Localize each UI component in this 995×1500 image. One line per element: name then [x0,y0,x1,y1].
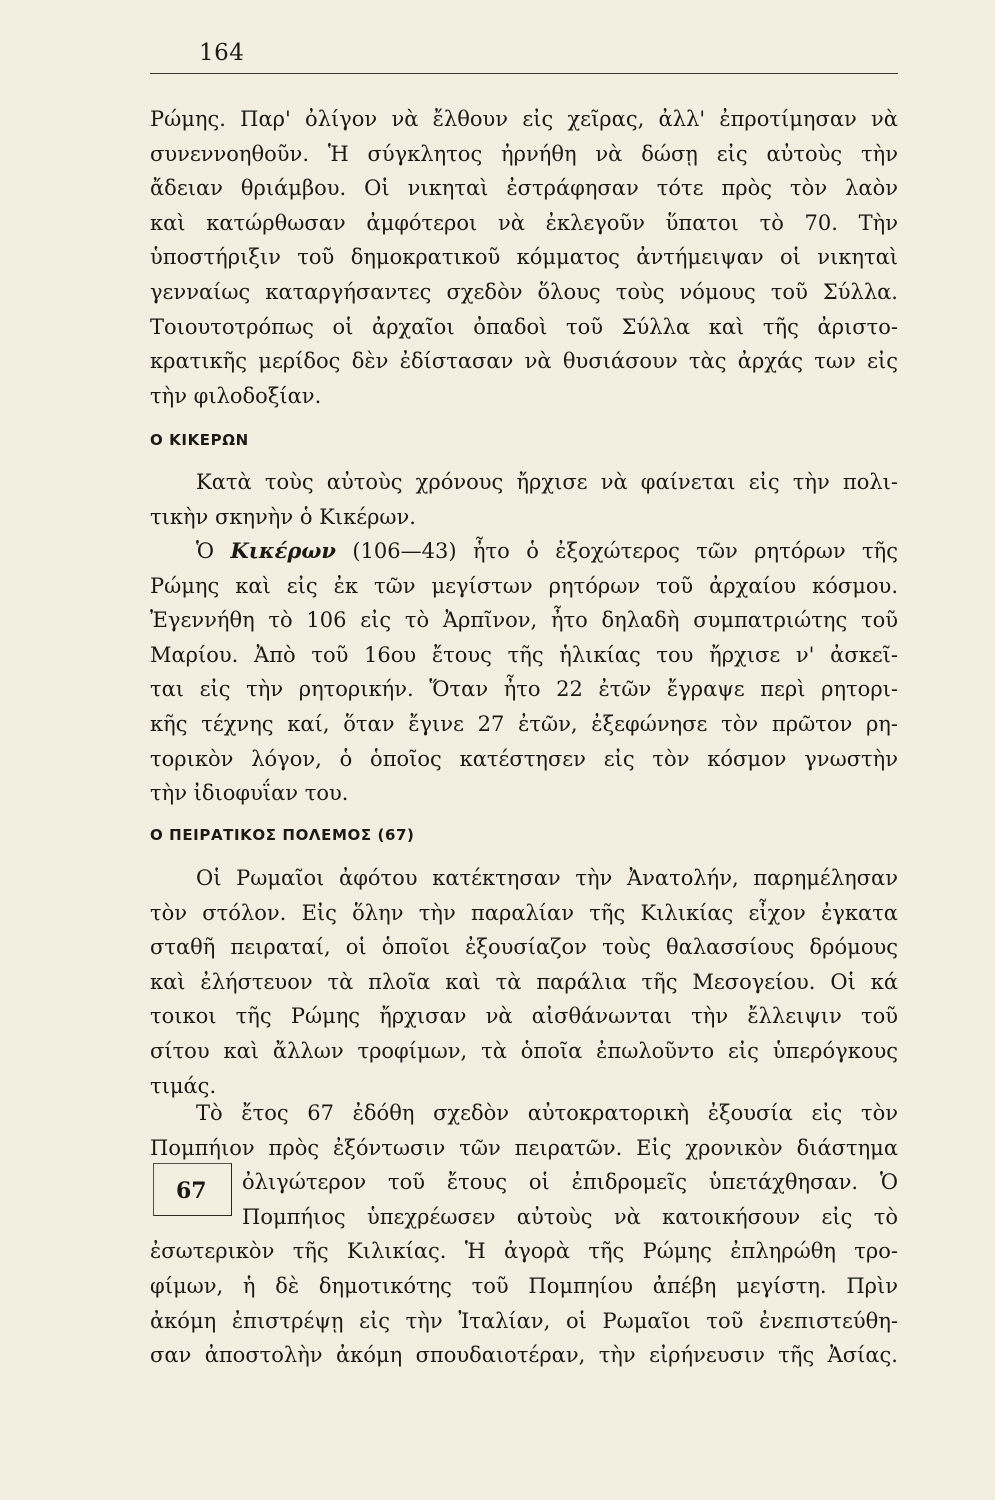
text-line: Ρώμης. Παρ' ὀλίγον νὰ ἔλθουν εἰς χεῖρας, ἀλλ' ἐπροτίμησαν νὰ [150,107,898,131]
text-line: ὑποστήριξιν τοῦ δημοκρατικοῦ κόμματος ἀντήμειψαν οἱ νικηταὶ [150,245,898,270]
text-line-inset: Πομπήιος ὑπεχρέωσεν αὐτοὺς νὰ κατοικήσουν εἰς τὸ [242,1204,898,1229]
header-rule [150,73,898,74]
margin-date-box [153,1163,232,1216]
text-line: συνεννοηθοῦν. Ἡ σύγκλητος ἠρνήθη νὰ δώσῃ εἰς αὐτοὺς τὴν [150,141,898,166]
section-heading-kikeron: Ο ΚΙΚΕΡΩΝ [150,431,249,449]
text-line: Τὸ ἔτος 67 ἐδόθη σχεδὸν αὐτοκρατορικὴ ἐξουσία εἰς τὸν [196,1101,898,1125]
text-line: φίμων, ἡ δὲ δημοτικότης τοῦ Πομπηίου ἀπέβη μεγίστη. Πρὶν [150,1274,898,1298]
text-line: Ἐγεννήθη τὸ 106 εἰς τὸ Ἀρπῖνον, ἦτο δηλαδὴ συμπατριώτης τοῦ [150,608,898,633]
section-heading-pirates: Ο ΠΕΙΡΑΤΙΚΟΣ ΠΟΛΕΜΟΣ (67) [150,826,415,844]
text-line: γενναίως καταργήσαντες σχεδὸν ὅλους τοὺς νόμους τοῦ Σύλλα. [150,280,898,304]
text-line: Τοιουτοτρόπως οἱ ἀρχαῖοι ὀπαδοὶ τοῦ Σύλλα καὶ τῆς ἀριστο- [150,314,898,339]
emphasized-name: Κικέρων [230,538,336,563]
text-line: σαν ἀποστολὴν ἀκόμη σπουδαιοτέραν, τὴν εἰρήνευσιν τῆς Ἀσίας. [150,1343,898,1368]
text-line: σταθῆ πειραταί, οἱ ὁποῖοι ἐξουσίαζον τοὺς θαλασσίους δρόμους [150,935,898,960]
text-line: τικὴν σκηνὴν ὁ Κικέρων. [150,504,416,529]
text-line-first [196,539,898,563]
text-line-inset: ὀλιγώτερον τοῦ ἔτους οἱ ἐπιδρομεῖς ὑπετάχθησαν. Ὁ [242,1170,898,1195]
text-line: Ρώμης καὶ εἰς ἐκ τῶν μεγίστων ρητόρων τοῦ ἀρχαίου κόσμου. [150,573,898,598]
text-segment: (106—43) ἦτο ὁ ἐξοχώτερος τῶν ρητόρων τῆς [335,539,898,563]
text-line: σίτου καὶ ἄλλων τροφίμων, τὰ ὁποῖα ἐπωλοῦντο εἰς ὑπερόγκους [150,1039,898,1063]
text-line: ἐσωτερικὸν τῆς Κιλικίας. Ἡ ἀγορὰ τῆς Ρώμης ἐπληρώθη τρο- [150,1239,898,1264]
text-line: τὴν φιλοδοξίαν. [150,383,322,408]
text-line: ἄδειαν θριάμβου. Οἱ νικηταὶ ἐστράφησαν τότε πρὸς τὸν λαὸν [150,176,898,201]
text-line: καὶ κατώρθωσαν ἀμφότεροι νὰ ἐκλεγοῦν ὕπατοι τὸ 70. Τὴν [150,210,898,235]
text-line: τιμάς. [150,1073,217,1098]
text-line: Μαρίου. Ἀπὸ τοῦ 16ου ἔτους τῆς ἡλικίας του ἤρχισε ν' ἀσκεῖ- [150,642,898,667]
text-line: Οἱ Ρωμαῖοι ἀφότου κατέκτησαν τὴν Ἀνατολήν, παρημέλησαν [196,866,898,890]
text-line: τὸν στόλον. Εἰς ὅλην τὴν παραλίαν τῆς Κιλικίας εἶχον ἐγκατα [150,900,898,925]
text-line: τοικοι τῆς Ρώμης ἤρχισαν νὰ αἰσθάνωνται τὴν ἔλλειψιν τοῦ [150,1004,898,1029]
margin-date-label: 67 [176,1178,207,1204]
page-number: 164 [199,40,245,66]
text-line: κρατικῆς μερίδος δὲν ἐδίστασαν νὰ θυσιάσουν τὰς ἀρχάς των εἰς [150,349,898,374]
text-line: τὴν ἰδιοφυΐαν του. [150,781,349,806]
text-line: Πομπήιον πρὸς ἐξόντωσιν τῶν πειρατῶν. Εἰς χρονικὸν διάστημα [150,1135,898,1160]
text-line: Κατὰ τοὺς αὐτοὺς χρόνους ἤρχισε νὰ φαίνεται εἰς τὴν πολι- [196,470,898,494]
text-line: καὶ ἐλήστευον τὰ πλοῖα καὶ τὰ παράλια τῆς Μεσογείου. Οἱ κά [150,969,898,994]
text-line: ἀκόμη ἐπιστρέψῃ εἰς τὴν Ἰταλίαν, οἱ Ρωμαῖοι τοῦ ἐνεπιστεύθη- [150,1308,898,1333]
text-line: ται εἰς τὴν ρητορικήν. Ὅταν ἦτο 22 ἐτῶν ἔγραψε περὶ ρητορι- [150,677,898,702]
text-segment: Ὁ [196,539,231,563]
text-line: κῆς τέχνης καί, ὅταν ἔγινε 27 ἐτῶν, ἐξεφώνησε τὸν πρῶτον ρη- [150,712,898,736]
text-line: τορικὸν λόγον, ὁ ὁποῖος κατέστησεν εἰς τὸν κόσμον γνωστὴν [150,746,898,771]
